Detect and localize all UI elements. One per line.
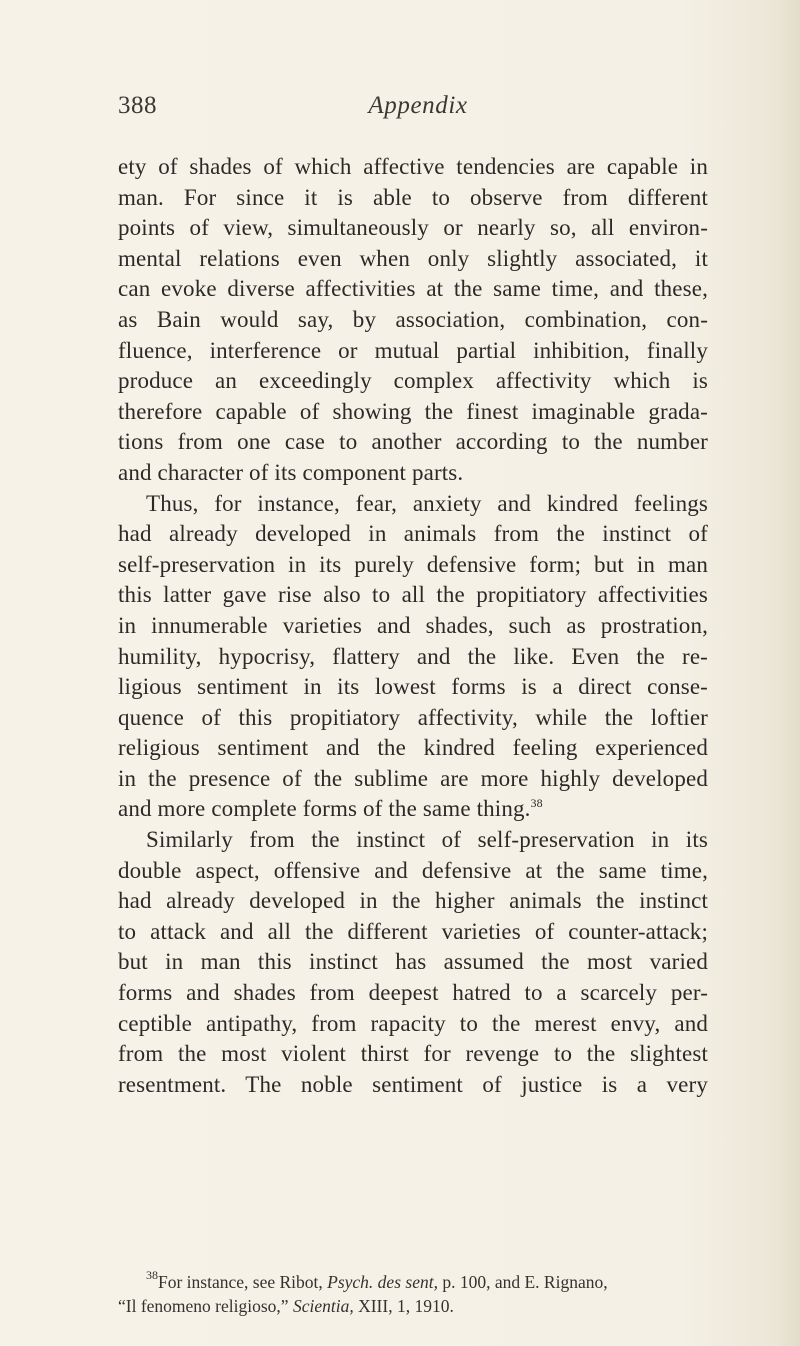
footnotes [118,1270,708,1318]
text-line: but in man this instinct has assumed the most varied [118,949,708,975]
footnote-line [118,1294,708,1318]
paragraph-start-line: Thus, for instance, fear, anxiety and kindred feelings [146,490,708,516]
text-line: therefore capable of showing the finest imaginable grada- [118,398,708,424]
text-line: as Bain would say, by association, combination, con- [118,306,708,332]
text-line: had already developed in the higher animals the instinct [118,888,708,914]
text-line: from the most violent thirst for revenge to the slightest [118,1041,708,1067]
page-number: 388 [118,92,157,119]
footnote-text: “Il fenomeno religioso,” [118,1296,293,1316]
footnote-line [118,1270,708,1294]
footnote-reference: 38 [530,796,543,811]
body-text [118,152,708,1100]
text-line: and character of its component parts. [118,459,464,485]
text-line: religious sentiment and the kindred feeling experienced [118,735,708,761]
text-line: in the presence of the sublime are more highly developed [118,765,708,791]
text-line-with-footnote-ref [118,794,708,825]
text-line-content: and more complete forms of the same thing. [118,796,531,822]
text-line: humility, hypocrisy, flattery and the like. Even the re- [118,643,708,669]
text-line: can evoke diverse affectivities at the same time, and these, [118,276,708,302]
footnote-text: p. 100, and E. Rignano, [437,1272,608,1292]
text-line: this latter gave rise also to all the propitiatory affectivities [118,582,708,608]
footnote-citation-title: Scientia, [292,1296,354,1316]
footnote-text: For instance, see Ribot, [158,1272,328,1292]
text-line: self-preservation in its purely defensive form; but in man [118,551,708,577]
text-line: points of view, simultaneously or nearly so, all environ- [118,215,708,241]
footnote-marker: 38 [146,1268,158,1282]
running-head: Appendix [368,92,468,119]
text-line: ety of shades of which affective tendencies are capable in [118,154,708,179]
footnote-text: XIII, 1, 1910. [353,1296,454,1316]
text-line: to attack and all the different varieties of counter-attack; [118,918,708,944]
text-line: produce an exceedingly complex affectivity which is [118,368,708,394]
text-line: mental relations even when only slightly associated, it [118,245,708,271]
text-line: man. For since it is able to observe from different [118,184,708,210]
page-header [118,92,708,132]
text-line: ligious sentiment in its lowest forms is a direct conse- [118,674,708,700]
paragraph-start-line: Similarly from the instinct of self-preservation in its [146,827,708,853]
text-line: double aspect, offensive and defensive at the same time, [118,857,708,883]
text-line: resentment. The noble sentiment of justice is a very [118,1071,708,1097]
text-line: quence of this propitiatory affectivity, while the loftier [118,704,708,730]
text-line: in innumerable varieties and shades, such as prostration, [118,612,708,638]
text-line: had already developed in animals from the instinct of [118,521,708,547]
text-line: tions from one case to another according to the number [118,429,708,455]
text-line: forms and shades from deepest hatred to a scarcely per- [118,980,708,1006]
text-line: ceptible antipathy, from rapacity to the merest envy, and [118,1010,708,1036]
footnote-citation-title: Psych. des sent, [327,1272,438,1292]
text-line: fluence, interference or mutual partial inhibition, finally [118,337,708,363]
